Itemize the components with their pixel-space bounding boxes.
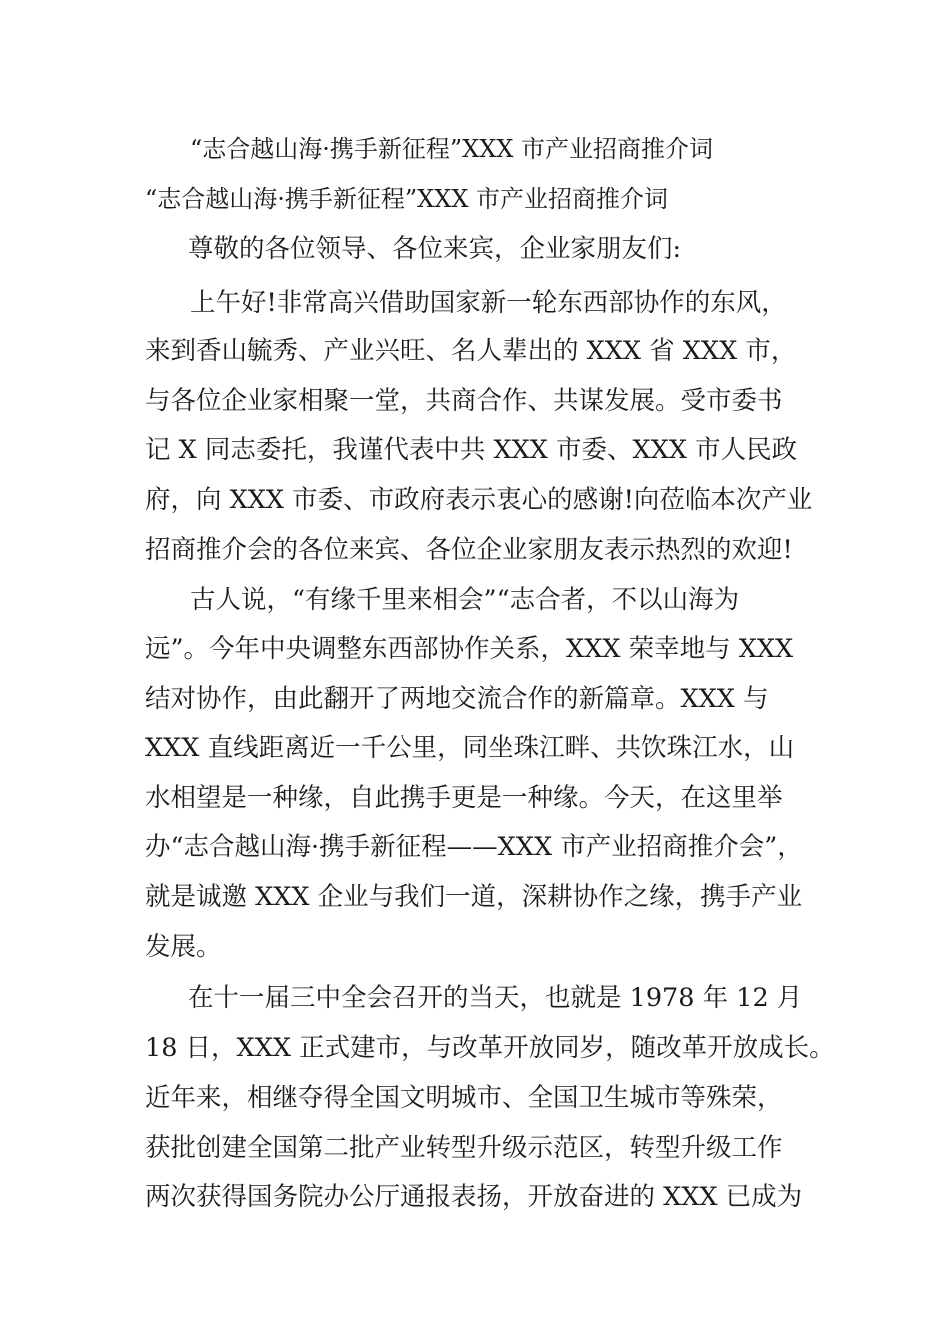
paragraph-line: 两次获得国务院办公厅通报表扬，开放奋进的 XXX 已成为 xyxy=(145,1182,803,1212)
paragraph-line: 与各位企业家相聚一堂，共商合作、共谋发展。受市委书 xyxy=(145,386,783,416)
paragraph-line: 办“志合越山海·携手新征程——XXX 市产业招商推介会”， xyxy=(145,832,803,862)
paragraph-line: 发展。 xyxy=(145,932,222,962)
salutation-line: 尊敬的各位领导、各位来宾，企业家朋友们: xyxy=(188,234,682,264)
paragraph-line: 古人说，“有缘千里来相会”“志合者，不以山海为 xyxy=(190,585,740,615)
paragraph-line: 上午好!非常高兴借助国家新一轮东西部协作的东风， xyxy=(190,288,787,318)
paragraph-line: 结对协作，由此翻开了两地交流合作的新篇章。XXX 与 xyxy=(145,684,769,714)
paragraph-line: 水相望是一种缘，自此携手更是一种缘。今天，在这里举 xyxy=(145,783,783,813)
paragraph-line: 18 日，XXX 正式建市，与改革开放同岁，随改革开放成长。 xyxy=(145,1033,835,1063)
paragraph-line: 近年来，相继夺得全国文明城市、全国卫生城市等殊荣， xyxy=(145,1083,783,1113)
paragraph-line: 在十一届三中全会召开的当天，也就是 1978 年 12 月 xyxy=(188,983,803,1013)
document-title-repeat: “志合越山海·携手新征程”XXX 市产业招商推介词 xyxy=(145,185,669,213)
paragraph-line: 招商推介会的各位来宾、各位企业家朋友表示热烈的欢迎! xyxy=(145,535,793,565)
paragraph-line: 远”。今年中央调整东西部协作关系，XXX 荣幸地与 XXX xyxy=(145,634,794,664)
paragraph-line: 记 X 同志委托，我谨代表中共 XXX 市委、XXX 市人民政 xyxy=(145,435,798,465)
document-title: “志合越山海·携手新征程”XXX 市产业招商推介词 xyxy=(190,135,714,163)
paragraph-line: XXX 直线距离近一千公里，同坐珠江畔、共饮珠江水，山 xyxy=(145,733,795,763)
paragraph-line: 来到香山毓秀、产业兴旺、名人辈出的 XXX 省 XXX 市， xyxy=(145,336,797,366)
paragraph-line: 获批创建全国第二批产业转型升级示范区，转型升级工作 xyxy=(145,1133,783,1163)
paragraph-line: 府，向 XXX 市委、市政府表示衷心的感谢!向莅临本次产业 xyxy=(145,485,813,515)
paragraph-line: 就是诚邀 XXX 企业与我们一道，深耕协作之缘，携手产业 xyxy=(145,882,803,912)
